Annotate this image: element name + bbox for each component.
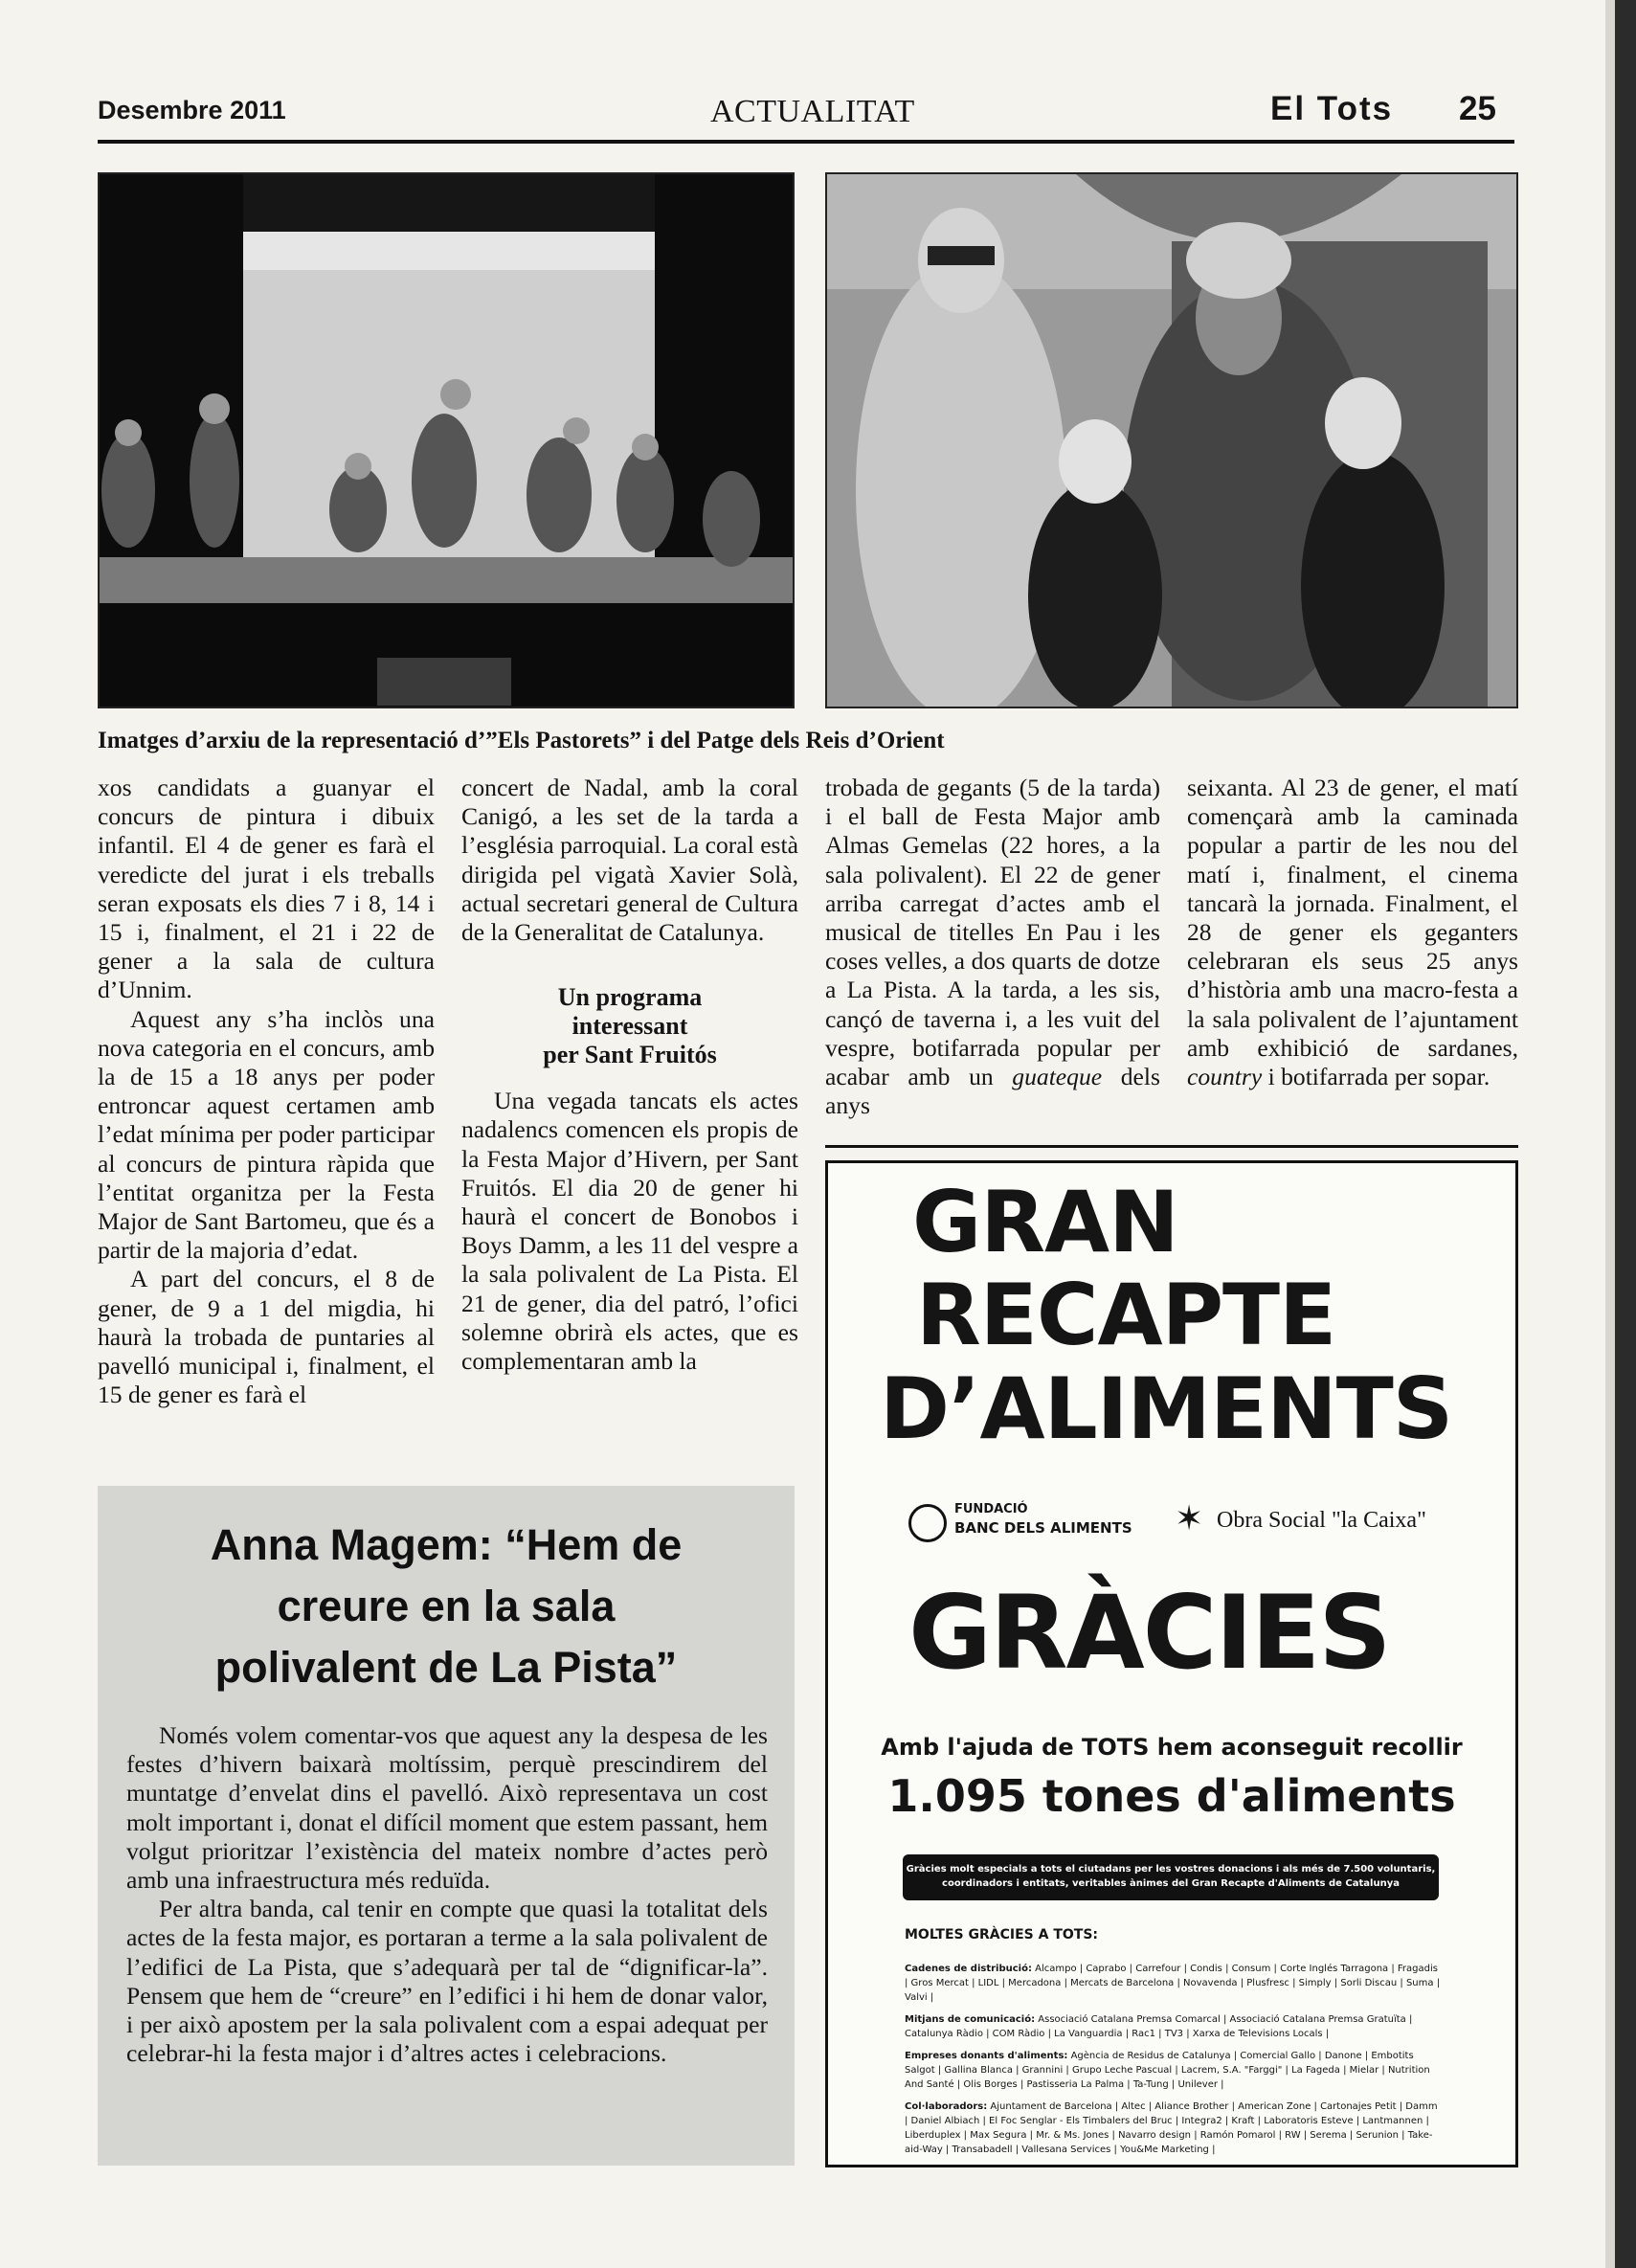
logo-text: FUNDACIÓ	[954, 1502, 1028, 1516]
interview-body	[126, 1721, 768, 2068]
header-rule	[98, 140, 1514, 144]
sponsor-group-label: Cadenes de distribució:	[905, 1964, 1032, 1974]
banner-line: coordinadors i entitats, veritables ànimes del Gran Recapte d'Aliments de Catalunya	[942, 1878, 1400, 1889]
photo-patge-illustration	[827, 174, 1516, 707]
paragraph: Una vegada tancats els actes nadalencs comencen els propis de la Festa Major d’Hivern, per Sant Fruitós. El dia 20 de gener hi haurà el concert de Bonobos i Boys Damm, a les 11 del vespre a la sala polivalent de La Pista. El 21 de gener, dia del patró, l’ofici solemne obrirà els actes, que es complementaran amb la	[461, 1087, 798, 1376]
header-date: Desembre 2011	[98, 96, 286, 124]
paragraph: concert de Nadal, amb la coral Canigó, a les set de la tarda a l’església parroquial. La coral està dirigida pel vigatà Xavier Solà, actual secretari general de Cultura de la Generalitat de Catalunya.	[461, 774, 798, 947]
la-caixa-star-icon: ✶	[1175, 1499, 1204, 1538]
sponsor-group-label: Mitjans de comunicació:	[905, 2014, 1036, 2025]
article-column-4	[1187, 774, 1518, 1091]
sponsor-group	[905, 2049, 1441, 2092]
article-column-3	[825, 774, 1160, 1120]
ad-thanks-all: MOLTES GRÀCIES A TOTS:	[905, 1927, 1099, 1942]
photo-pastorets	[98, 172, 795, 708]
ad-top-rule	[825, 1145, 1518, 1148]
sponsor-group	[905, 2012, 1441, 2041]
text-run: dels anys	[825, 1063, 1160, 1120]
interview-title-line: creure en la sala	[277, 1582, 616, 1630]
sponsor-group-text: Alcampo | Caprabo | Carrefour | Condis | Consum | Corte Inglés Tarragona | Fragadis | Gros Mercat | LIDL | Mercadona | Mercats de Barcelona | Novavenda | Plusfresc | Simply | Sorli Discau | Suma | Valvi |	[905, 1964, 1441, 2003]
paragraph: Per altra banda, cal tenir en compte que quasi la totalitat dels actes de la festa major, es portaran a terme a la sala polivalent de l’edifici de La Pista, que s’adequarà per tal de “dignificar-la”. Pensem que hem de “creure” en l’edifici i hi hem de donar valor, i per això apostem per la sala polivalent com a espai adequat per celebrar-hi la festa major i d’altres actes i celebracions.	[126, 1895, 768, 2068]
sponsor-group-label: Col·laboradors:	[905, 2101, 988, 2112]
logo-text: Obra Social "la Caixa"	[1217, 1508, 1426, 1533]
interview-box	[98, 1486, 795, 2166]
subheading-line: Un programa	[557, 983, 703, 1012]
sponsor-group	[905, 2100, 1441, 2157]
ad-amount: 1.095 tones d'aliments	[887, 1770, 1456, 1822]
subheading	[461, 983, 798, 1069]
ad-subline: Amb l'ajuda de TOTS hem aconseguit recollir	[881, 1734, 1463, 1761]
article-column-1	[98, 774, 435, 1409]
interview-title	[117, 1515, 775, 1698]
page-header	[98, 88, 1514, 136]
paragraph: Aquest any s’ha inclòs una nova categoria en el concurs, amb la de 15 a 18 anys per poder entroncar aquest certamen amb l’edat mínima per poder participar al concurs de pintura ràpida que l’entitat organitza per la Festa Major de Sant Bartomeu, que és a partir de la majoria d’edat.	[98, 1004, 435, 1265]
italic-word: country	[1187, 1063, 1263, 1091]
page-edge	[1605, 0, 1615, 2268]
paragraph	[1187, 774, 1518, 1091]
banner-line: Gràcies molt especials a tots el ciutadans per les vostres donacions i als més de 7.500 voluntaris,	[906, 1864, 1436, 1875]
ad-headline-line: D’ALIMENTS	[880, 1359, 1453, 1458]
photo-caption: Imatges d’arxiu de la representació d’”Els Pastorets” i del Patge dels Reis d’Orient	[98, 728, 945, 753]
ad-headline-line: GRAN	[912, 1173, 1178, 1271]
interview-title-line: polivalent de La Pista”	[214, 1643, 678, 1692]
subheading-line: interessant	[571, 1012, 688, 1041]
scan-edge	[1615, 0, 1636, 2268]
paragraph: A part del concurs, el 8 de gener, de 9 a 1 del migdia, hi haurà la trobada de puntaries al pavelló municipal i, finalment, el 15 de gener es farà el	[98, 1265, 435, 1409]
ad-black-banner	[903, 1854, 1439, 1900]
text-run: i botifarrada per sopar.	[1262, 1063, 1490, 1091]
sponsor-group-text: Associació Catalana Premsa Comarcal | Associació Catalana Premsa Gratuïta | Catalunya Ràdio | COM Ràdio | La Vanguardia | Rac1 | TV3 | Xarxa de Televisions Locals |	[905, 2014, 1413, 2039]
paragraph	[825, 774, 1160, 1120]
italic-word: guateque	[1012, 1063, 1103, 1091]
paragraph: xos candidats a guanyar el concurs de pintura i dibuix infantil. El 4 de gener es farà el veredicte del jurat i els treballs seran exposats els dies 7 i 8, 14 i 15 i, finalment, el 21 i 22 de gener a la sala de cultura d’Unnim.	[98, 774, 435, 1004]
sponsor-group-label: Empreses donants d'aliments:	[905, 2051, 1068, 2061]
ad-sponsor-list	[905, 1962, 1441, 2165]
advertisement-gran-recapte	[825, 1160, 1518, 2167]
ad-thanks-big: GRÀCIES	[908, 1574, 1390, 1692]
text-run: trobada de gegants (5 de la tarda) i el ball de Festa Major amb Almas Gemelas (22 hores, a la sala polivalent). El 22 de gener arriba carregat d’actes amb el musical de titelles En Pau i les coses velles, a dos quarts de dotze a La Pista. A la tarda, a les sis, cançó de taverna i, a les vuit del vespre, botifarrada popular per acabar amb un	[825, 774, 1160, 1091]
interview-title-line: Anna Magem: “Hem de	[210, 1520, 683, 1569]
subheading-line: per Sant Fruitós	[543, 1041, 717, 1069]
header-page-number: 25	[1459, 90, 1496, 127]
sponsor-group	[905, 1962, 1441, 2005]
paragraph: Només volem comentar-vos que aquest any la despesa de les festes d’hivern baixarà moltíssim, perquè prescindirem del muntatge d’envelat dins el pavelló. Això representava un cost molt important i, donat el difícil moment que estem passant, hem volgut prioritzar l’existència del mateix nombre d’actes però amb una infraestructura més reduïda.	[126, 1721, 768, 1895]
text-run: seixanta. Al 23 de gener, el matí començarà amb la caminada popular a partir de les nou del matí i, finalment, el cinema tancarà la jornada. Finalment, el 28 de gener els geganters celebraran els seus 25 anys d’història amb una macro-festa a la sala polivalent de l’ajuntament amb exhibició de sardanes,	[1187, 774, 1518, 1062]
sponsor-group-text: Ajuntament de Barcelona | Altec | Aliance Brother | American Zone | Cartonajes Petit | Damm | Daniel Albiach | El Foc Senglar - Els Timbalers del Bruc | Integra2 | Kraft | Laboratoris Esteve | Lantmannen | Liberduplex | Max Segura | Mr. & Ms. Jones | Navarro design | Ramón Pomarol | RW | Serema | Serunion | Take-aid-Way | Transabadell | Vallesana Services | You&Me Marketing |	[905, 2101, 1438, 2155]
ad-headline-line: RECAPTE	[916, 1266, 1336, 1364]
photo-patge-reis	[825, 172, 1518, 708]
logo-text: BANC DELS ALIMENTS	[954, 1519, 1132, 1537]
article-column-2	[461, 774, 798, 1376]
header-publication: El Tots	[1270, 90, 1394, 127]
photo-pastorets-illustration	[100, 174, 793, 707]
header-section: ACTUALITAT	[710, 94, 915, 129]
banc-aliments-logo-icon	[908, 1504, 947, 1542]
sponsor-group-text: Agència de Residus de Catalunya | Comercial Gallo | Danone | Embotits Salgot | Gallina Blanca | Grannini | Grupo Leche Pascual | Lacrem, S.A. "Farggi" | La Fageda | Mielar | Nutrition And Santé | Olis Borges | Pastisseria La Palma | Ta-Tung | Unilever |	[905, 2051, 1430, 2090]
